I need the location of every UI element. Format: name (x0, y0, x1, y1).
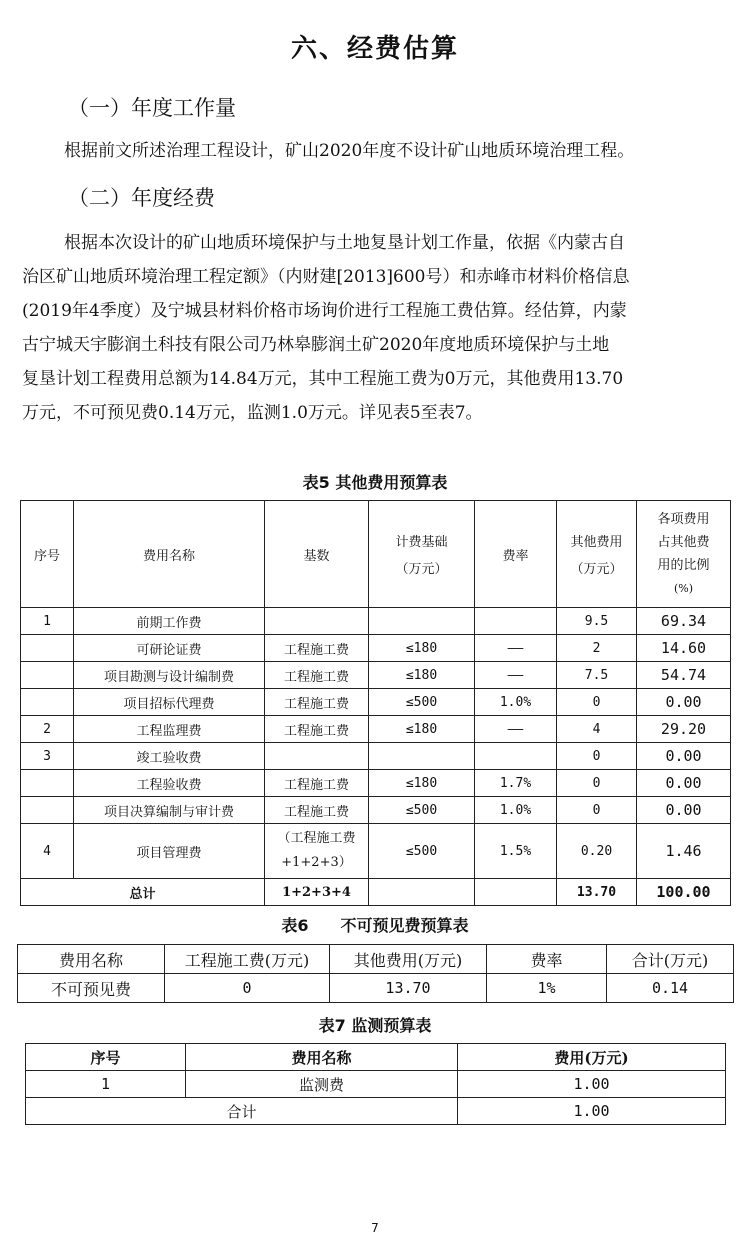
section-heading-workload: （一）年度工作量 (68, 96, 236, 120)
paragraph-line: (2019年4季度）及宁城县材料价格市场询价进行工程施工费估算。经估算，内蒙 (22, 301, 627, 321)
table-row: 可研论证费 工程施工费 ≤180 —— 2 14.60 (21, 635, 731, 662)
table-header-row: 序号 费用名称 费用(万元) (26, 1044, 726, 1071)
header-name: 费用名称 (74, 501, 265, 608)
table-row: 项目招标代理费 工程施工费 ≤500 1.0% 0 0.00 (21, 689, 731, 716)
table-total-row: 总计 1+2+3+4 13.70 100.00 (21, 879, 731, 906)
table5-other-costs (20, 500, 731, 906)
page-title: 六、经费估算 (290, 34, 459, 64)
table-total-row: 合计 1.00 (26, 1098, 726, 1125)
header-other: 其他费用 （万元） (557, 501, 637, 608)
table6-contingency (17, 944, 734, 1003)
table-row: 项目决算编制与审计费 工程施工费 ≤500 1.0% 0 0.00 (21, 797, 731, 824)
paragraph-line: 万元，不可预见费0.14万元，监测1.0万元。详见表5至表7。 (22, 403, 483, 423)
section-text-workload: 根据前文所述治理工程设计，矿山2020年度不设计矿山地质环境治理工程。 (64, 141, 635, 161)
header-seq: 序号 (21, 501, 74, 608)
table7-caption: 表7 监测预算表 (318, 1016, 432, 1035)
header-base: 基数 (265, 501, 369, 608)
table-row: 项目勘测与设计编制费 工程施工费 ≤180 —— 7.5 54.74 (21, 662, 731, 689)
header-basis: 计费基础 （万元） (369, 501, 475, 608)
table-row: 2 工程监理费 工程施工费 ≤180 —— 4 29.20 (21, 716, 731, 743)
table-header-row: 费用名称 工程施工费(万元) 其他费用(万元) 费率 合计(万元) (18, 945, 734, 974)
paragraph-line: 古宁城天宇膨润土科技有限公司乃林皋膨润土矿2020年度地质环境保护与土地 (22, 335, 610, 355)
section-paragraph-funding (22, 226, 742, 430)
table-header-row (21, 501, 731, 608)
table6-caption: 表6 不可预见费预算表 (281, 916, 469, 935)
table-row: 4 项目管理费 （工程施工费 +1+2+3） ≤500 1.5% 0.20 1.46 (21, 824, 731, 879)
header-rate: 费率 (475, 501, 557, 608)
header-ratio: 各项费用 占其他费 用的比例 (%) (637, 501, 731, 608)
table-row: 不可预见费 0 13.70 1% 0.14 (18, 974, 734, 1003)
table-row: 1 监测费 1.00 (26, 1071, 726, 1098)
section-heading-funding: （二）年度经费 (68, 186, 215, 210)
table-row: 工程验收费 工程施工费 ≤180 1.7% 0 0.00 (21, 770, 731, 797)
paragraph-line: 治区矿山地质环境治理工程定额》（内财建[2013]600号）和赤峰市材料价格信息 (22, 267, 630, 287)
table5-caption: 表5 其他费用预算表 (302, 473, 448, 492)
table7-monitoring (25, 1043, 726, 1125)
table-row: 1 前期工作费 9.5 69.34 (21, 608, 731, 635)
page-number: 7 (371, 1221, 379, 1235)
paragraph-line: 根据本次设计的矿山地质环境保护与土地复垦计划工作量，依据《内蒙古自 (64, 233, 625, 253)
paragraph-line: 复垦计划工程费用总额为14.84万元，其中工程施工费为0万元，其他费用13.70 (22, 369, 624, 389)
table-row: 3 竣工验收费 0 0.00 (21, 743, 731, 770)
